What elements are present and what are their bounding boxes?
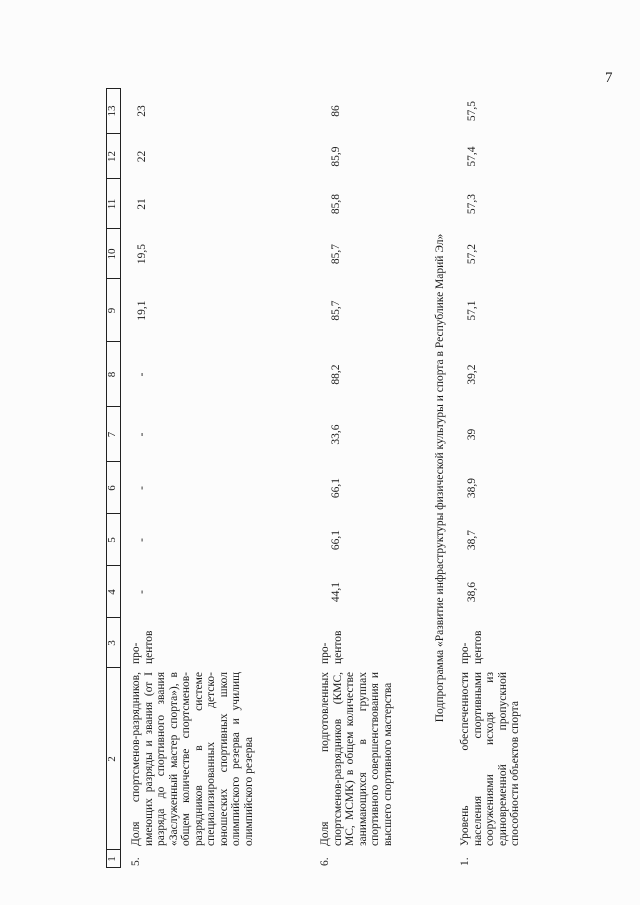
row-5-value: 19,5 [136,243,148,265]
header-col-10: 10 [106,248,118,260]
row-6-value: 85,7 [330,300,342,321]
subprogram-row-1-value: 39,2 [466,364,478,385]
subprogram-row-1-value: 38,9 [466,477,478,499]
col-divider [106,565,120,566]
rotated-table [106,88,521,868]
row-6-unit: про-центов [319,630,344,664]
col-divider [106,849,120,850]
row-5-value: - [136,372,148,377]
subprogram-row-1-value: 57,4 [466,146,478,167]
row-6-value: 86 [330,105,342,117]
header-col-3: 3 [106,640,118,646]
row-6-number: 6. [319,857,331,866]
col-divider [106,278,120,279]
row-6-value: 44,1 [330,581,342,603]
col-divider [106,228,120,229]
subprogram-row-1-value: 38,6 [466,581,478,603]
table-header-border [120,88,121,868]
row-5-name: Доля спортсменов-разрядников, имеющих разряды и звания (от I разряда до спортивного звания «Заслуженный мастер спорта»), в общем количестве спортсменов-разрядников в системе специализированных детско-юношеских спортивных школ олимпийского резерва и училищ олимпийского резерва [130,672,255,846]
col-divider [106,667,120,668]
header-col-8: 8 [106,371,118,378]
col-divider [106,341,120,342]
header-col-9: 9 [106,307,118,314]
header-col-1: 1 [106,856,118,862]
row-6-value: 85,8 [330,193,342,215]
row-5-unit: про-центов [130,630,155,664]
page-number: 7 [605,70,613,86]
subprogram-row-1-value: 39 [466,428,478,441]
header-col-11: 11 [106,198,118,210]
subprogram-row-1-value: 57,5 [466,100,478,122]
row-5-value: 21 [136,198,148,210]
row-5-value: - [136,590,148,594]
col-divider [106,617,120,618]
header-col-7: 7 [106,431,118,438]
subprogram-title: Подпрограмма «Развитие инфраструктуры физической культуры и спорта в Республике Марий Эл» [434,233,446,723]
col-divider [106,178,120,179]
col-divider [106,88,120,89]
row-6-value: 85,9 [330,146,342,167]
col-divider [106,867,120,868]
header-col-6: 6 [106,485,118,491]
subprogram-row-1-value: 38,7 [466,529,478,551]
header-col-2: 2 [106,756,118,762]
row-5-value: - [136,486,148,490]
subprogram-row-1-value: 57,2 [466,243,478,265]
row-5-value: - [136,432,148,437]
subprogram-row-1-unit: про-центов [459,630,484,664]
subprogram-row-1-value: 57,1 [466,300,478,321]
row-6-value: 85,7 [330,243,342,265]
subprogram-row-1-value: 57,3 [466,193,478,215]
col-divider [106,461,120,462]
row-6-name: Доля подготовленных спортсменов-разрядников (КМС, МС, МСМК) в общем количестве занимающихся в группах спортивного совершенствования и высшего спортивного мастерства [319,672,394,846]
row-6-value: 88,2 [330,364,342,385]
row-5-number: 5. [130,857,142,866]
header-col-4: 4 [106,589,118,595]
col-divider [106,133,120,134]
row-6-value: 33,6 [330,424,342,445]
row-6-value: 66,1 [330,477,342,499]
header-col-5: 5 [106,537,118,543]
row-5-value: - [136,538,148,542]
col-divider [106,513,120,514]
row-6-value: 66,1 [330,529,342,551]
subprogram-row-1-number: 1. [459,857,471,866]
row-5-value: 23 [136,105,148,117]
header-col-12: 12 [106,151,118,162]
data-table [106,88,521,868]
header-col-13: 13 [106,105,118,117]
row-5-value: 19,1 [136,300,148,321]
subprogram-row-1-name: Уровень обеспеченности населения спортивными сооружениями исходя из единовременной пропускной способности объектов спорта [459,672,521,846]
row-5-value: 22 [136,150,148,163]
col-divider [106,406,120,407]
